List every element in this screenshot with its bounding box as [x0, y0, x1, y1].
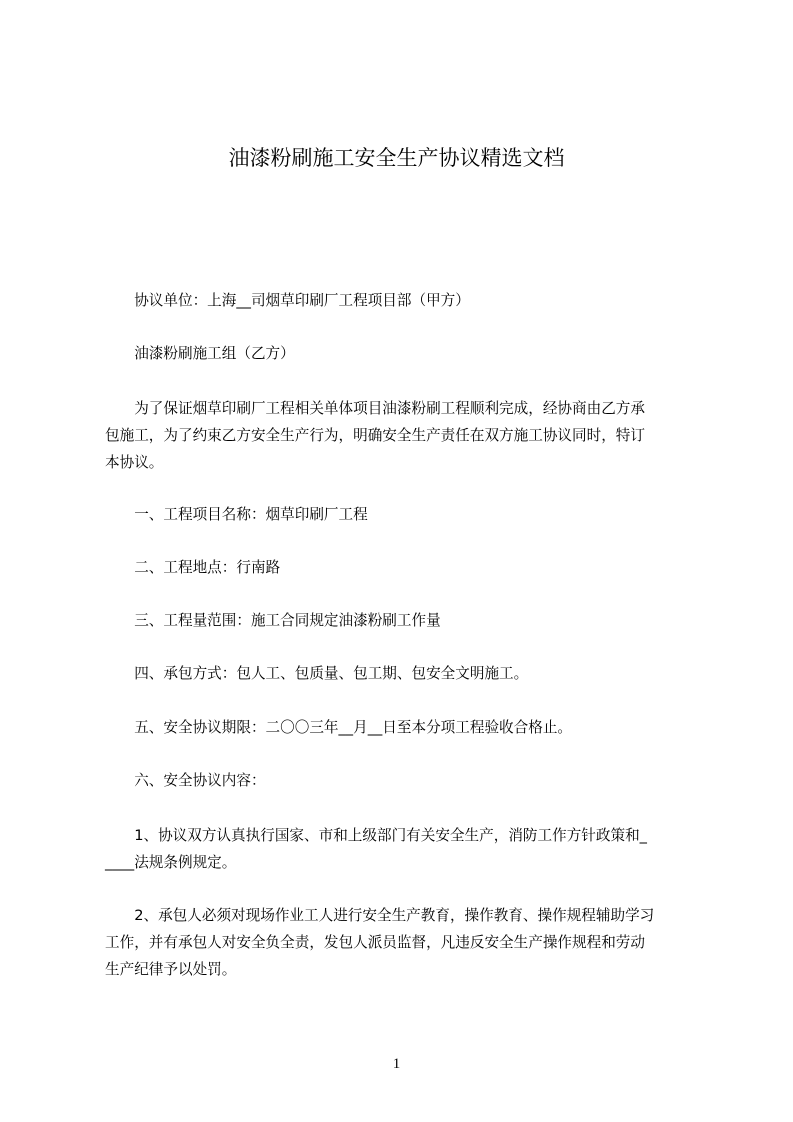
page-number: 1 — [392, 1056, 401, 1072]
paragraph — [105, 340, 705, 367]
paragraph — [105, 902, 705, 983]
paragraph — [105, 607, 705, 634]
paragraph-line: 生产纪律予以处罚。 — [105, 961, 237, 978]
paragraph-line: 包施工，为了约束乙方安全生产行为，明确安全生产责任在双方施工协议同时，特订 — [105, 427, 645, 444]
paragraph — [105, 501, 705, 528]
paragraph-line: 1、协议双方认真执行国家、市和上级部门有关安全生产，消防工作方针政策和_ — [105, 827, 647, 844]
paragraph-line: 协议单位：上海__司烟草印刷厂工程项目部（甲方） — [105, 292, 470, 309]
paragraph — [105, 395, 705, 476]
paragraph-line: 2、承包人必须对现场作业工人进行安全生产教育，操作教育、操作规程辅助学习 — [105, 907, 655, 924]
paragraph-line: 六、安全协议内容： — [105, 772, 266, 789]
paragraph-line: 二、工程地点：行南路 — [105, 559, 281, 576]
paragraph — [105, 287, 705, 314]
paragraph-line: 油漆粉刷施工组（乙方） — [105, 345, 295, 362]
paragraph — [105, 714, 705, 741]
paragraph — [105, 554, 705, 581]
paragraph-line: 四、承包方式：包人工、包质量、包工期、包安全文明施工。 — [105, 665, 529, 682]
paragraph-line: 一、工程项目名称：烟草印刷厂工程 — [105, 506, 368, 523]
paragraph-line: 为了保证烟草印刷厂工程相关单体项目油漆粉刷工程顺利完成，经协商由乙方承 — [105, 400, 645, 417]
paragraph-line: 工作，并有承包人对安全负全责，发包人派员监督，凡违反安全生产操作规程和劳动 — [105, 934, 645, 951]
paragraph-line: 五、安全协议期限：二〇〇三年__月__日至本分项工程验收合格止。 — [105, 719, 573, 736]
paragraph — [105, 822, 705, 876]
paragraph-line: 三、工程量范围：施工合同规定油漆粉刷工作量 — [105, 612, 441, 629]
paragraph — [105, 767, 705, 794]
document-title: 油漆粉刷施工安全生产协议精选文档 — [228, 146, 565, 170]
paragraph-line: 本协议。 — [105, 454, 164, 471]
paragraph-line: ____法规条例规定。 — [105, 854, 237, 871]
paragraph — [105, 660, 705, 687]
